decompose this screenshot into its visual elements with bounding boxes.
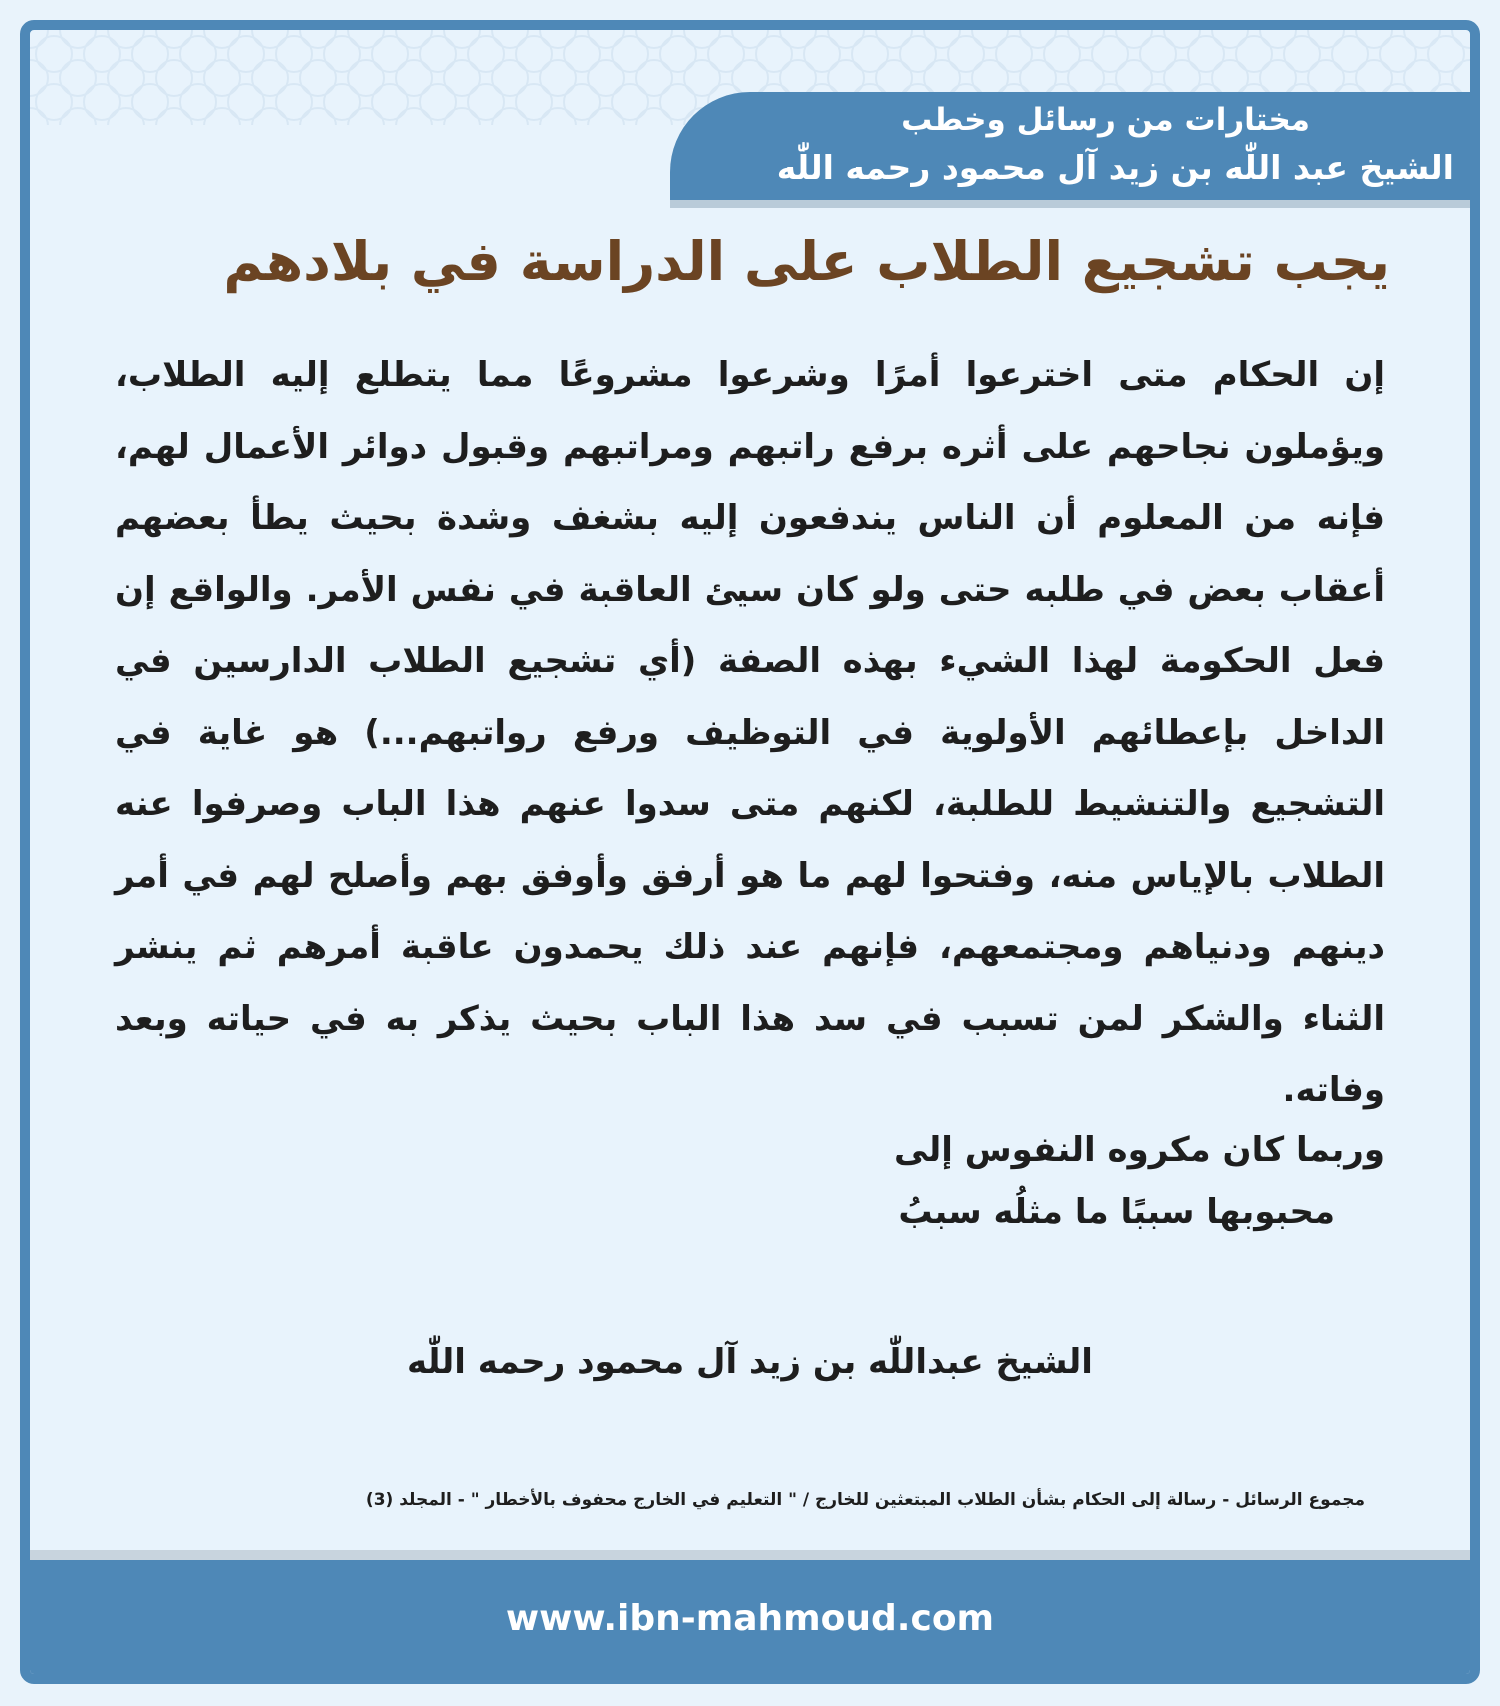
verse-line-2: محبوبها سببًا ما مثلُه سببُ bbox=[898, 1192, 1335, 1232]
footer-bar bbox=[30, 1560, 1470, 1674]
website-link[interactable]: www.ibn-mahmoud.com bbox=[505, 1598, 995, 1639]
author-signature: الشيخ عبداللّٰه بن زيد آل محمود رحمه اللّٰه bbox=[407, 1342, 1093, 1382]
header-series-title: مختارات من رسائل وخطب bbox=[901, 102, 1310, 138]
source-reference: مجموع الرسائل - رسالة إلى الحكام بشأن الطلاب المبتعثين للخارج / " التعليم في الخارج محفوف بالأخطار " - المجلد (3) bbox=[365, 1490, 1365, 1510]
article-title: يجب تشجيع الطلاب على الدراسة في بلادهم bbox=[223, 230, 1390, 293]
header-banner bbox=[670, 92, 1470, 200]
footer-divider bbox=[30, 1550, 1470, 1560]
page-frame bbox=[20, 20, 1480, 1684]
verse-line-1: وربما كان مكروه النفوس إلى bbox=[894, 1130, 1385, 1170]
article-body: إن الحكام متى اخترعوا أمرًا وشرعوا مشروعًا مما يتطلع إليه الطلاب، ويؤملون نجاحهم على أثره برفع راتبهم ومراتبهم وقبول دوائر الأعمال لهم، فإنه من المعلوم أن الناس يندفعون إليه بشغف وشدة بحيث يطأ بعضهم أعقاب بعض في طلبه حتى ولو كان سيئ العاقبة في نفس الأمر. والواقع إن فعل الحكومة لهذا الشيء بهذه الصفة (أي تشجيع الطلاب الدارسين في الداخل بإعطائهم الأولوية في التوظيف ورفع رواتبهم...) هو غاية في التشجيع والتنشيط للطلبة، لكنهم متى سدوا عنهم هذا الباب وصرفوا عنه الطلاب بالإياس منه، وفتحوا لهم ما هو أرفق وأوفق بهم وأصلح لهم في أمر دينهم ودنياهم ومجتمعهم، فإنهم عند ذلك يحمدون عاقبة أمرهم ثم ينشر الثناء والشكر لمن تسبب في سد هذا الباب بحيث يذكر به في حياته وبعد وفاته. bbox=[115, 355, 1385, 1110]
header-author-name: الشيخ عبد اللّٰه بن زيد آل محمود رحمه اللّٰه bbox=[776, 148, 1454, 187]
